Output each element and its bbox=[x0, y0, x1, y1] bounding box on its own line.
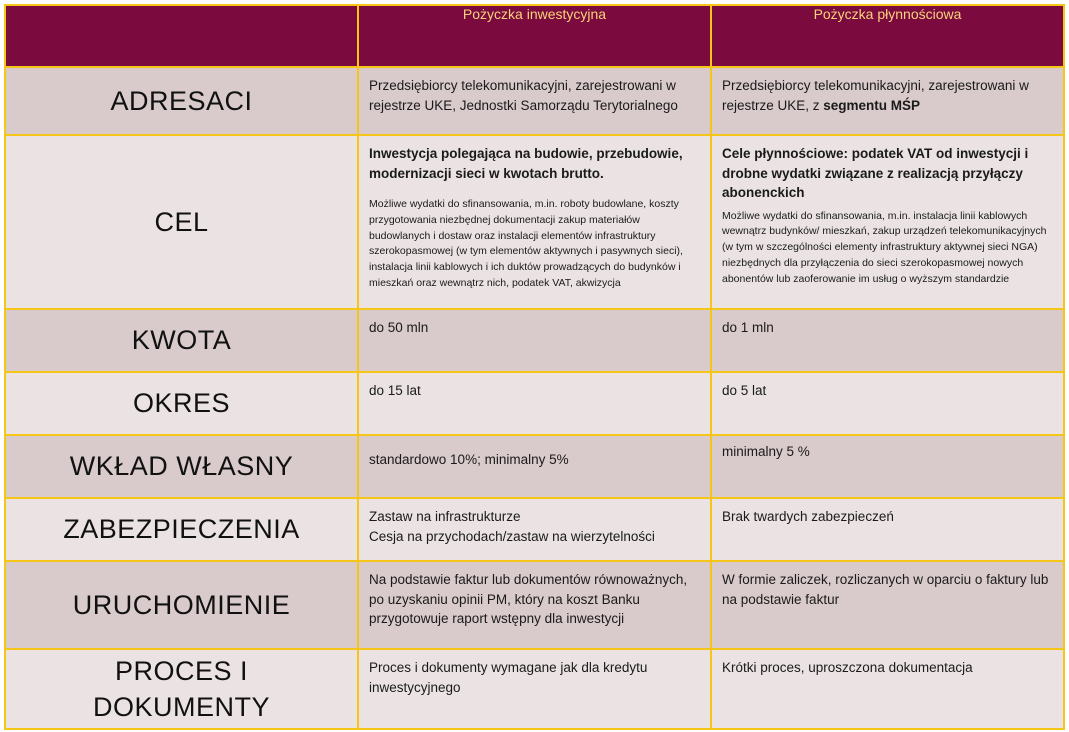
cel-investment-detail: Możliwe wydatki do sfinansowania, m.in. roboty budowlane, koszty przygotowania niezbędnej dokumentacji zakup materiałów budowlanych i dostaw oraz instalacji elementów infrastruktury szerokopasmowej (w tym elementów aktywnych i pasywnych sieci), instalacja linii kablowych i ich duktów prowadzących do budynków i mieszkań oraz wewnątrz nich, podatek VAT, akwizycja bbox=[369, 198, 683, 289]
adresaci-liquidity-text: Przedsiębiorcy telekomunikacyjni, zarejestrowani w rejestrze UKE, z bbox=[722, 78, 1029, 113]
cell-cel-investment bbox=[358, 135, 711, 309]
cell-proces-investment: Proces i dokumenty wymagane jak dla kredytu inwestycyjnego bbox=[358, 649, 711, 729]
cel-investment-lead: Inwestycja polegająca na budowie, przebudowie, modernizacji sieci w kwotach brutto. bbox=[369, 146, 683, 181]
row-cel bbox=[5, 135, 1064, 309]
cell-zabezpieczenia-liquidity: Brak twardych zabezpieczeń bbox=[711, 498, 1064, 561]
zabezpieczenia-line-1: Zastaw na infrastrukturze bbox=[369, 509, 521, 524]
cell-kwota-liquidity: do 1 mln bbox=[711, 309, 1064, 372]
row-label-wklad-wlasny: WKŁAD WŁASNY bbox=[5, 435, 358, 498]
row-label-zabezpieczenia: ZABEZPIECZENIA bbox=[5, 498, 358, 561]
cell-okres-liquidity: do 5 lat bbox=[711, 372, 1064, 435]
row-label-kwota: KWOTA bbox=[5, 309, 358, 372]
loan-comparison-table bbox=[4, 4, 1065, 730]
header-empty-cell bbox=[5, 5, 358, 67]
row-adresaci bbox=[5, 67, 1064, 135]
cell-uruchomienie-investment: Na podstawie faktur lub dokumentów równoważnych, po uzyskaniu opinii PM, który na koszt Banku przygotowuje raport wstępny dla inwestycji bbox=[358, 561, 711, 649]
row-label-adresaci: ADRESACI bbox=[5, 67, 358, 135]
cell-proces-liquidity: Krótki proces, uproszczona dokumentacja bbox=[711, 649, 1064, 729]
header-liquidity-loan: Pożyczka płynnościowa bbox=[711, 5, 1064, 67]
cel-liquidity-lead: Cele płynnościowe: podatek VAT od inwestycji i drobne wydatki związane z realizacją przyłączy abonenckich bbox=[722, 146, 1029, 201]
header-row bbox=[5, 5, 1064, 67]
cell-kwota-investment: do 50 mln bbox=[358, 309, 711, 372]
cell-adresaci-investment: Przedsiębiorcy telekomunikacyjni, zarejestrowani w rejestrze UKE, Jednostki Samorządu Terytorialnego bbox=[358, 67, 711, 135]
cell-okres-investment: do 15 lat bbox=[358, 372, 711, 435]
row-okres bbox=[5, 372, 1064, 435]
row-label-proces-dokumenty bbox=[5, 649, 358, 729]
proces-label-line-1: PROCES I bbox=[114, 655, 249, 686]
cell-wklad-liquidity: minimalny 5 % bbox=[711, 435, 1064, 498]
row-zabezpieczenia bbox=[5, 498, 1064, 561]
zabezpieczenia-line-2: Cesja na przychodach/zastaw na wierzytelności bbox=[369, 528, 655, 544]
cel-liquidity-detail: Możliwe wydatki do sfinansowania, m.in. instalacja linii kablowych wewnątrz budynków/ mieszkań, zakup urządzeń telekomunikacyjnych (w tym w szczególności elementy infrastruktury aktywnej sieci NGA) niezbędnych dla przyłączenia do sieci szerokopasmowej nowych abonentów lub zaoferowanie im usług o wyższym standardzie bbox=[722, 209, 1047, 285]
row-label-cel: CEL bbox=[5, 135, 358, 309]
header-investment-loan: Pożyczka inwestycyjna bbox=[358, 5, 711, 67]
cell-cel-liquidity bbox=[711, 135, 1064, 309]
row-uruchomienie bbox=[5, 561, 1064, 649]
proces-label-line-2: DOKUMENTY bbox=[92, 692, 270, 722]
row-wklad-wlasny bbox=[5, 435, 1064, 498]
cell-uruchomienie-liquidity: W formie zaliczek, rozliczanych w oparciu o faktury lub na podstawie faktur bbox=[711, 561, 1064, 649]
cell-zabezpieczenia-investment bbox=[358, 498, 711, 561]
cell-adresaci-liquidity bbox=[711, 67, 1064, 135]
row-label-okres: OKRES bbox=[5, 372, 358, 435]
row-label-uruchomienie: URUCHOMIENIE bbox=[5, 561, 358, 649]
cell-wklad-investment: standardowo 10%; minimalny 5% bbox=[358, 435, 711, 498]
row-kwota bbox=[5, 309, 1064, 372]
row-proces-dokumenty bbox=[5, 649, 1064, 729]
adresaci-liquidity-bold: segmentu MŚP bbox=[823, 97, 921, 113]
